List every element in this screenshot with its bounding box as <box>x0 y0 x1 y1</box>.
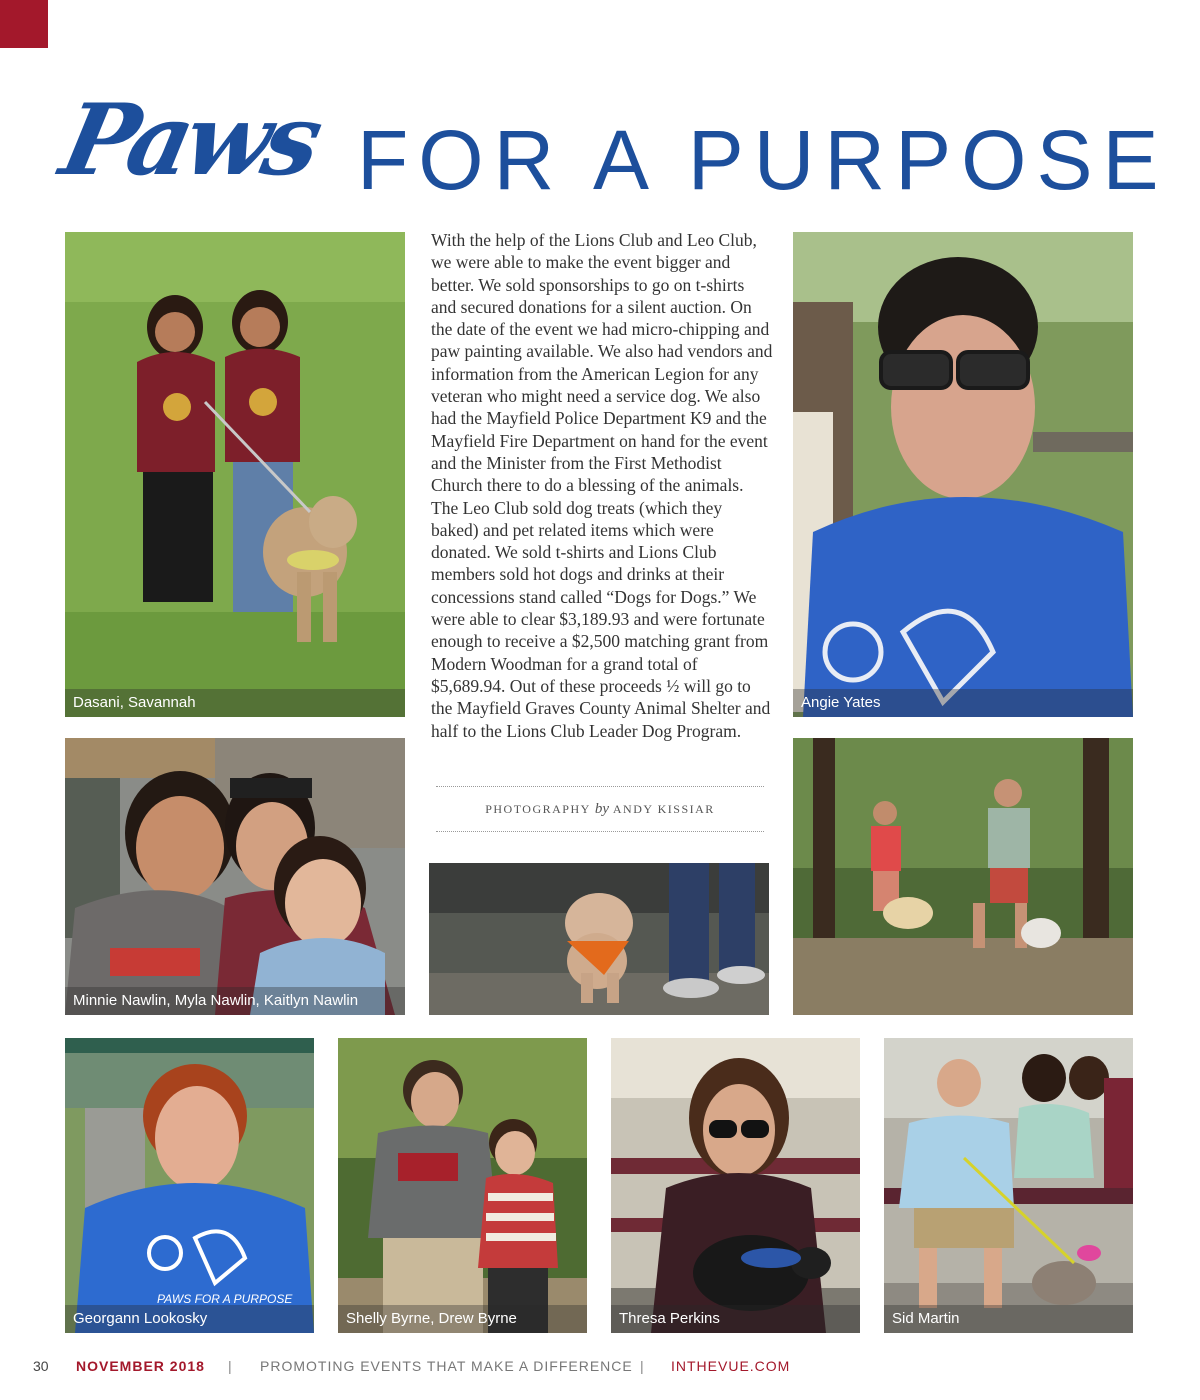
page-number: 30 <box>33 1358 49 1374</box>
title-caps: FOR A PURPOSE <box>357 113 1169 207</box>
footer-tagline: PROMOTING EVENTS THAT MAKE A DIFFERENCE <box>260 1358 633 1374</box>
caption-angie: Angie Yates <box>793 689 1133 717</box>
photo-credit <box>436 801 764 818</box>
credit-name: ANDY KISSIAR <box>612 802 715 816</box>
issue-date: NOVEMBER 2018 <box>76 1358 205 1374</box>
footer-separator: | <box>640 1358 644 1374</box>
photo-byrne <box>338 1038 587 1333</box>
photo-nawlin <box>65 738 405 1015</box>
caption-byrne: Shelly Byrne, Drew Byrne <box>338 1305 587 1333</box>
title-script: Paws <box>51 83 327 198</box>
photo-sid <box>884 1038 1133 1333</box>
footer-separator: | <box>228 1358 232 1374</box>
caption-thresa: Thresa Perkins <box>611 1305 860 1333</box>
caption-girls-dog: Dasani, Savannah <box>65 689 405 717</box>
photo-girls-dog <box>65 232 405 717</box>
photo-angie <box>793 232 1133 717</box>
caption-georgann: Georgann Lookosky <box>65 1305 314 1333</box>
photo-thresa <box>611 1038 860 1333</box>
website-link[interactable]: INTHEVUE.COM <box>671 1358 791 1374</box>
caption-nawlin: Minnie Nawlin, Myla Nawlin, Kaitlyn Nawlin <box>65 987 405 1015</box>
credit-rule-bottom <box>436 831 764 832</box>
page-title <box>51 83 1169 212</box>
credit-rule-top <box>436 786 764 787</box>
photo-georgann <box>65 1038 314 1333</box>
shirt-text: PAWS FOR A PURPOSE <box>157 1292 293 1306</box>
credit-by: by <box>594 801 610 817</box>
photo-runners <box>793 738 1133 1015</box>
article-body: With the help of the Lions Club and Leo Club, we were able to make the event bigger and better. We sold sponsorships to go on t-shirts and secured donations for a silent auction. On the date of the event we had micro-chipping and paw painting available. We also had vendors and information from the American Legion for any veteran who might need a service dog. We also had the Mayfield Police Department K9 and the Mayfield Fire Department on hand for the event and the Minister from the First Methodist Church there to do a blessing of the animals. The Leo Club sold dog treats (which they baked) and pet related items which were donated. We sold t-shirts and Lions Club members sold hot dogs and drinks at their concessions stand called “Dogs for Dogs.” We were able to clear $3,189.93 and were fortunate enough to receive a $2,500 matching grant from Modern Woodman for a grand total of $5,689.94. Out of these proceeds ½ will go to the Mayfield Graves County Animal Shelter and half to the Lions Club Leader Dog Program. <box>431 230 773 741</box>
corner-tab <box>0 0 48 48</box>
page-footer <box>0 1358 1200 1378</box>
credit-label: PHOTOGRAPHY <box>485 802 591 816</box>
caption-sid: Sid Martin <box>884 1305 1133 1333</box>
photo-dog-bandana <box>429 863 769 1015</box>
